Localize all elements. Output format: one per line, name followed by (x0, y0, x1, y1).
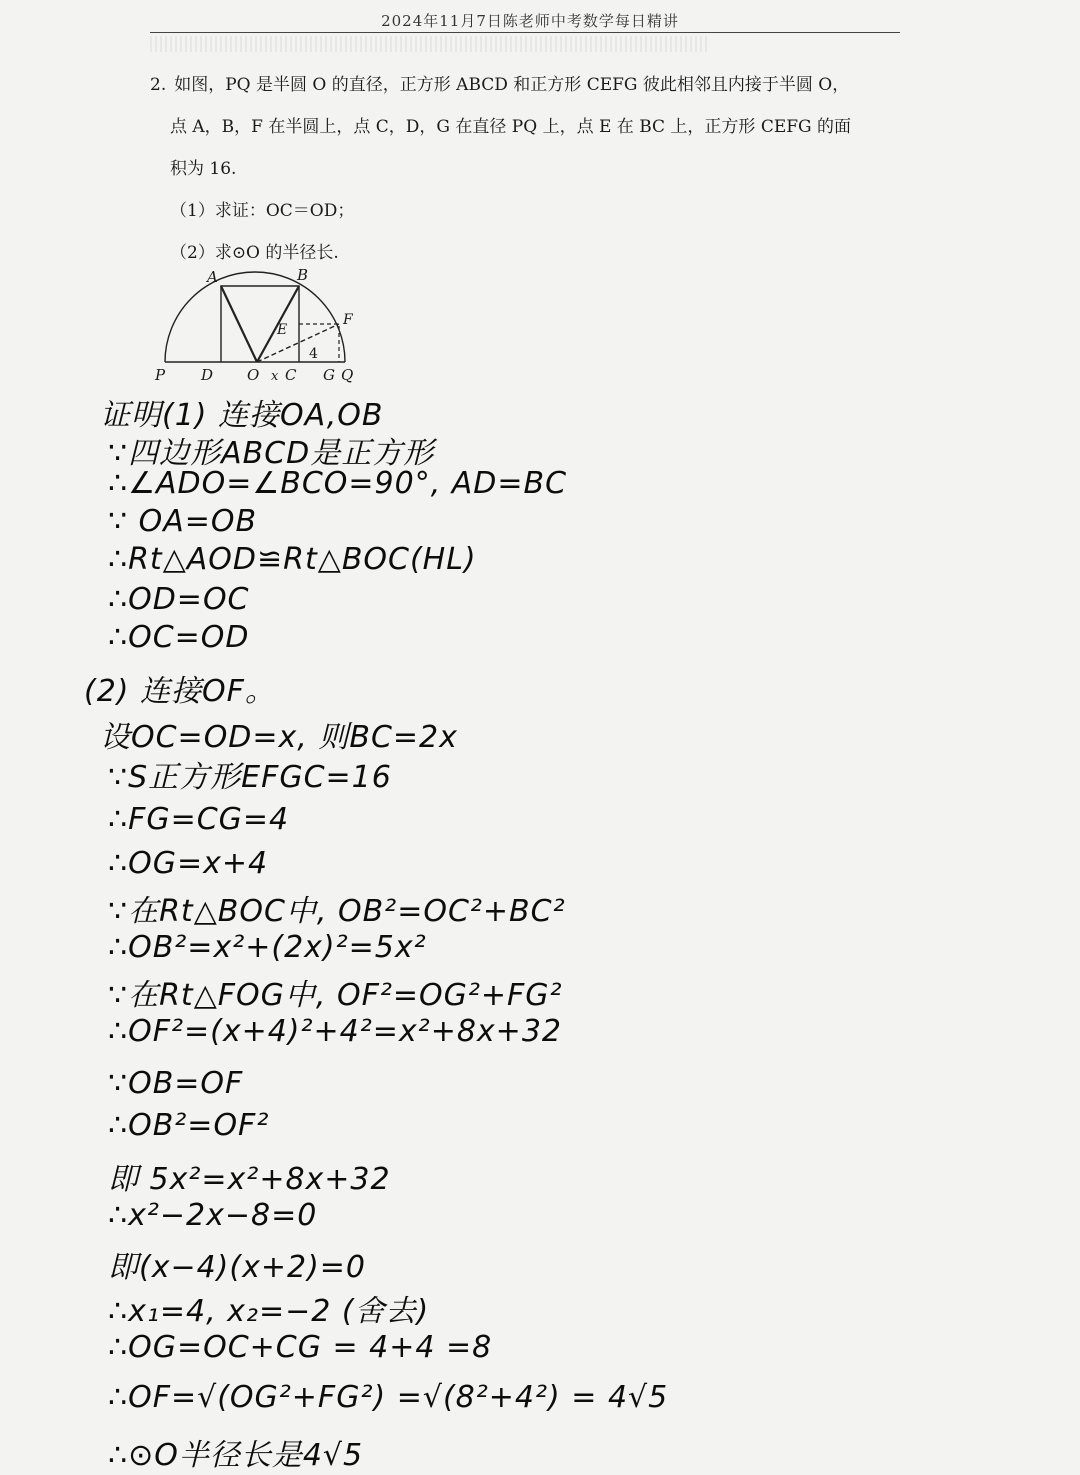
solution-line: ∴∠ADO=∠BCO=90°, AD=BC (108, 466, 568, 501)
geometry-figure (145, 262, 385, 392)
label-g: G (323, 366, 335, 384)
solution-line: ∴⊙O半径长是4√5 (108, 1438, 364, 1473)
problem-line-1 (150, 64, 910, 106)
segment-of (257, 324, 339, 362)
label-o: O (247, 366, 260, 384)
solution-line: 即(x−4)(x+2)=0 (108, 1250, 366, 1285)
solution-line: 证明(1) 连接OA,OB (100, 398, 384, 433)
solution-line: ∴x²−2x−8=0 (108, 1198, 318, 1233)
label-a: A (207, 268, 218, 286)
square-abcd (221, 286, 299, 362)
scan-noise (150, 36, 710, 52)
label-p: P (155, 366, 166, 384)
solution-line: ∴Rt△AOD≌Rt△BOC(HL) (108, 542, 477, 577)
solution-line: (2) 连接OF。 (84, 674, 276, 709)
solution-line: ∵在Rt△BOC中, OB²=OC²+BC² (108, 894, 566, 929)
solution-line: ∴OC=OD (108, 620, 250, 655)
problem-part-1: （1）求证：OC＝OD； (170, 201, 355, 221)
label-q: Q (341, 366, 354, 384)
header-rule (150, 32, 900, 33)
solution-line: ∴OF=√(OG²+FG²) =√(8²+4²) = 4√5 (108, 1380, 669, 1415)
label-e: E (277, 322, 288, 338)
solution-line: ∴OB²=OF² (108, 1108, 270, 1143)
segment-oa (221, 286, 257, 362)
problem-part-2: （2）求⊙O 的半径长. (170, 243, 339, 263)
solution-line: 即 5x²=x²+8x+32 (108, 1162, 391, 1197)
solution-line: ∴OG=OC+CG = 4+4 =8 (108, 1330, 493, 1365)
problem-line-3: 积为 16. (170, 159, 237, 179)
square-cefg (299, 324, 339, 362)
label-d: D (201, 366, 214, 384)
solution-line: ∴FG=CG=4 (108, 802, 290, 837)
label-b: B (297, 266, 309, 284)
solution-line: ∵在Rt△FOG中, OF²=OG²+FG² (108, 978, 563, 1013)
solution-line: ∴OD=OC (108, 582, 250, 617)
solution-line: ∵S正方形EFGC=16 (108, 760, 392, 795)
solution-line: ∵四边形ABCD是正方形 (108, 436, 435, 471)
label-f: F (343, 312, 353, 328)
solution-line: 设OC=OD=x, 则BC=2x (100, 720, 458, 755)
label-c: C (285, 366, 297, 384)
label-four: 4 (309, 346, 318, 362)
page-header: 2024年11月7日陈老师中考数学每日精讲 (381, 12, 679, 30)
problem-statement (150, 64, 910, 274)
problem-line-2: 点 A，B，F 在半圆上，点 C，D，G 在直径 PQ 上，点 E 在 BC 上，正方形 CEFG 的面 (170, 117, 852, 137)
label-x: x (271, 369, 279, 384)
solution-line: ∴OG=x+4 (108, 846, 269, 881)
solution-line: ∴OB²=x²+(2x)²=5x² (108, 930, 427, 965)
solution-line: ∴OF²=(x+4)²+4²=x²+8x+32 (108, 1014, 562, 1049)
solution-line: ∵OB=OF (108, 1066, 244, 1101)
solution-line: ∴x₁=4, x₂=−2 (舍去) (108, 1294, 430, 1329)
problem-text-1: 如图，PQ 是半圆 O 的直径，正方形 ABCD 和正方形 CEFG 彼此相邻且内接于半圆 O， (174, 75, 850, 95)
solution-line: ∵ OA=OB (108, 504, 258, 539)
problem-number: 2. (150, 75, 167, 95)
